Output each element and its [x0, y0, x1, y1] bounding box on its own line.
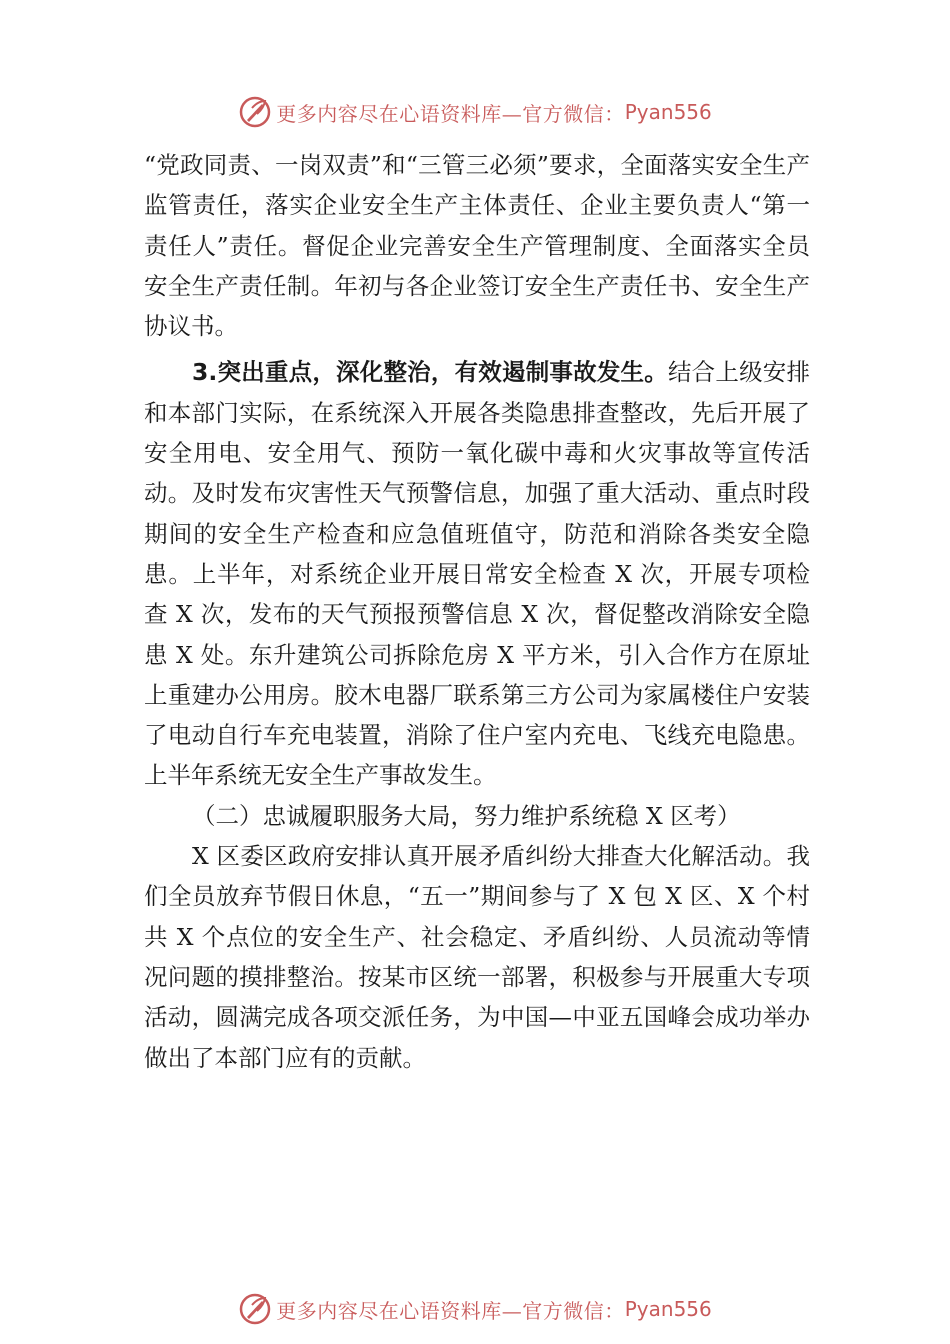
quill-seal-icon — [238, 95, 272, 129]
section-heading-3: 3.突出重点，深化整治，有效遏制事故发生。 — [192, 358, 668, 387]
watermark-text: 更多内容尽在心语资料库—官方微信： — [276, 1298, 625, 1323]
watermark-text: 更多内容尽在心语资料库—官方微信： — [276, 101, 625, 126]
quill-seal-icon — [238, 1292, 272, 1326]
paragraph-stability: X 区委区政府安排认真开展矛盾纠纷大排查大化解活动。我们全员放弃节假日休息，“五一”期间参与了 X 包 X 区、X 个村共 X 个点位的安全生产、社会稳定、矛盾纠纷、人员流动等情况问题的摸排整治。按某市区统一部署，积极参与开展重大专项活动，圆满完成各项交派任务，为中国—中亚五国峰会成功举办做出了本部门应有的贡献。 — [144, 842, 810, 1072]
watermark-wechat-id: Pyan556 — [624, 100, 712, 124]
watermark-wechat-id: Pyan556 — [624, 1297, 712, 1321]
paragraph-hazard-body: 结合上级安排和本部门实际，在系统深入开展各类隐患排查整改，先后开展了安全用电、安全用气、预防一氧化碳中毒和火灾事故等宣传活动。及时发布灾害性天气预警信息，加强了重大活动、重点时段期间的安全生产检查和应急值班值守，防范和消除各类安全隐患。上半年，对系统企业开展日常安全检查 X 次，开展专项检查 X 次，发布的天气预报预警信息 X 次，督促整改消除安全隐患 X 处。东升建筑公司拆除危房 X 平方米，引入合作方在原址上重建办公用房。胶木电器厂联系第三方公司为家属楼住户安装了电动自行车充电装置，消除了住户室内充电、飞线充电隐患。上半年系统无安全生产事故发生。 — [144, 358, 810, 790]
paragraph-hazard-rectification — [144, 352, 810, 795]
paragraph-responsibility: “党政同责、一岗双责”和“三管三必须”要求，全面落实安全生产监管责任，落实企业安全生产主体责任、企业主要负责人“第一责任人”责任。督促企业完善安全生产管理制度、全面落实全员安全生产责任制。年初与各企业签订安全生产责任书、安全生产协议书。 — [144, 151, 810, 341]
section-heading-2: （二）忠诚履职服务大局，努力维护系统稳 X 区考） — [192, 801, 741, 830]
document-body — [144, 145, 810, 1078]
header-watermark — [0, 92, 950, 132]
footer-watermark — [0, 1289, 950, 1329]
